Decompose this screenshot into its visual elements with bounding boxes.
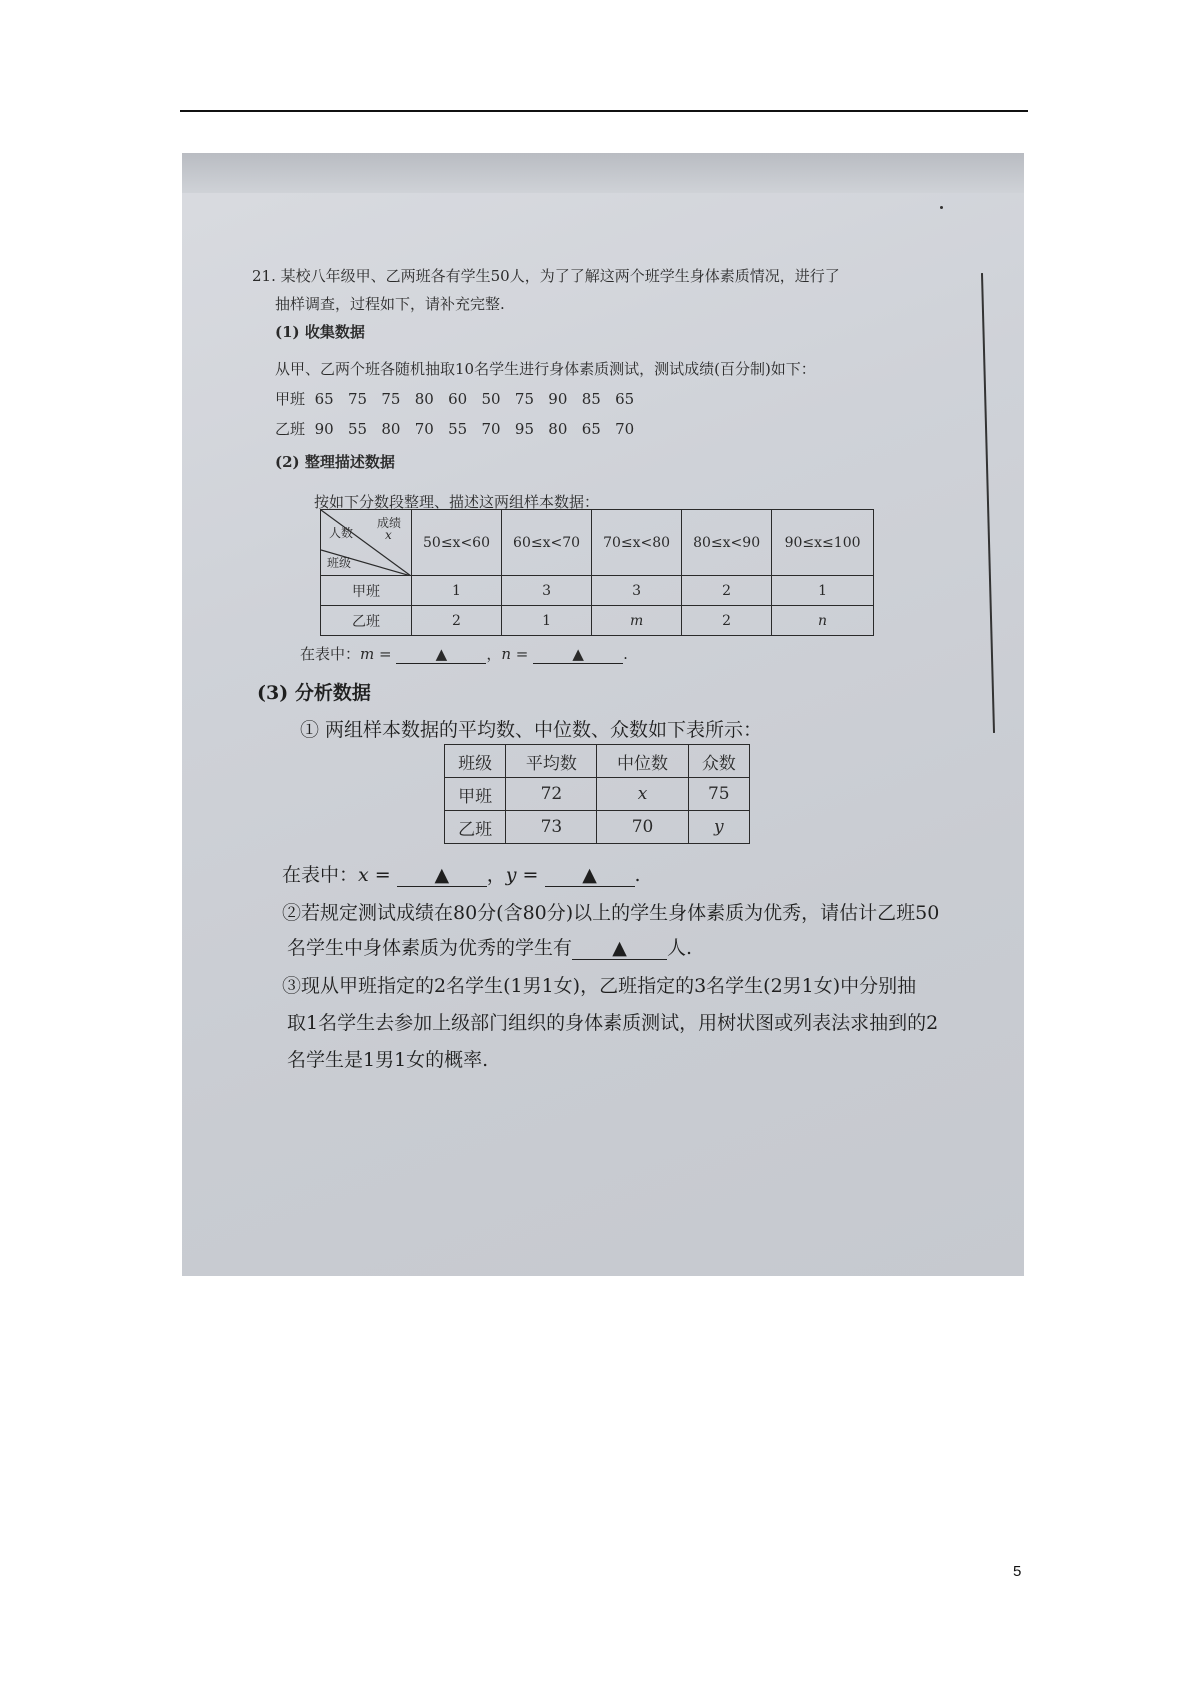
col-header: 众数 <box>688 745 749 778</box>
part3-item2-line1: ②若规定测试成绩在80分(含80分)以上的学生身体素质为优秀，请估计乙班50 <box>282 902 940 924</box>
corner-class-label: 班级 <box>327 556 352 570</box>
ink-dot <box>940 206 943 209</box>
frequency-table <box>320 509 874 636</box>
class-b-scores-line: 乙班 90 55 80 70 55 70 95 80 65 70 <box>275 420 635 438</box>
col-header: 80≤x<90 <box>682 510 772 576</box>
part3-heading: (3) 分析数据 <box>257 682 371 704</box>
part1-desc: 从甲、乙两个班各随机抽取10名学生进行身体素质测试，测试成绩(百分制)如下： <box>275 360 816 378</box>
table-row <box>321 606 874 636</box>
table-cell: 72 <box>506 778 597 811</box>
part3-fill-line[interactable]: 在表中：x = ▲ ，y = ▲ . <box>282 864 641 886</box>
col-header: 50≤x<60 <box>412 510 502 576</box>
question-intro-line1: 21. 某校八年级甲、乙两班各有学生50人，为了了解这两个班学生身体素质情况，进行了 <box>252 267 840 285</box>
part3-item3-line3: 名学生是1男1女的概率. <box>287 1049 489 1071</box>
class-a-scores-line: 甲班 65 75 75 80 60 50 75 90 85 65 <box>275 390 635 408</box>
table-cell: 2 <box>412 606 502 636</box>
blank-m[interactable]: ▲ <box>396 645 486 664</box>
row-label: 甲班 <box>445 778 506 811</box>
part3-item3-line2: 取1名学生去参加上级部门组织的身体素质测试，用树状图或列表法求抽到的2 <box>287 1012 939 1034</box>
col-header: 班级 <box>445 745 506 778</box>
part2-heading: (2) 整理描述数据 <box>275 453 395 471</box>
corner-count-label: 人数 <box>329 526 354 540</box>
table-cell: x <box>597 778 688 811</box>
part3-item1: ① 两组样本数据的平均数、中位数、众数如下表所示： <box>300 719 763 741</box>
part1-heading: (1) 收集数据 <box>275 323 365 341</box>
table-cell: 73 <box>506 811 597 844</box>
table-cell: 2 <box>682 576 772 606</box>
table-cell: n <box>772 606 874 636</box>
corner-score-label: 成绩 <box>377 516 402 530</box>
blank-excellent-count[interactable]: ▲ <box>572 937 667 960</box>
table-cell: 3 <box>502 576 592 606</box>
table-cell: 3 <box>592 576 682 606</box>
table-row <box>321 576 874 606</box>
col-header: 中位数 <box>597 745 688 778</box>
corner-x-label: x <box>385 528 392 542</box>
page-number: 5 <box>1013 1563 1022 1580</box>
row-label: 乙班 <box>321 606 412 636</box>
question-number: 21. <box>252 267 276 285</box>
part3-item2-line2[interactable]: 名学生中身体素质为优秀的学生有 ▲ 人. <box>287 937 693 959</box>
part3-item3-line1: ③现从甲班指定的2名学生(1男1女)，乙班指定的3名学生(2男1女)中分别抽 <box>282 975 917 997</box>
col-header: 平均数 <box>506 745 597 778</box>
table-cell: 75 <box>688 778 749 811</box>
table-cell: m <box>592 606 682 636</box>
col-header: 60≤x<70 <box>502 510 592 576</box>
photo-top-shadow <box>182 153 1024 193</box>
table-cell: 1 <box>772 576 874 606</box>
table-cell: 70 <box>597 811 688 844</box>
stats-table <box>444 744 750 844</box>
header-rule <box>180 110 1028 112</box>
table-cell: 2 <box>682 606 772 636</box>
table-row <box>445 811 750 844</box>
table-cell: 1 <box>412 576 502 606</box>
blank-n[interactable]: ▲ <box>533 645 623 664</box>
col-header: 90≤x≤100 <box>772 510 874 576</box>
blank-x[interactable]: ▲ <box>397 864 487 887</box>
table-cell: y <box>688 811 749 844</box>
table-header-row <box>445 745 750 778</box>
row-label: 乙班 <box>445 811 506 844</box>
exam-photo <box>182 153 1024 1276</box>
blank-y[interactable]: ▲ <box>545 864 635 887</box>
margin-line <box>981 273 995 733</box>
col-header: 70≤x<80 <box>592 510 682 576</box>
part2-desc: 按如下分数段整理、描述这两组样本数据： <box>314 493 600 511</box>
part2-fill-line[interactable]: 在表中：m = ▲ ，n = ▲ . <box>300 645 628 663</box>
question-intro-line2: 抽样调查，过程如下，请补充完整. <box>275 295 505 313</box>
table-cell: 1 <box>502 606 592 636</box>
table-corner-cell <box>321 510 412 576</box>
row-label: 甲班 <box>321 576 412 606</box>
table-row <box>445 778 750 811</box>
